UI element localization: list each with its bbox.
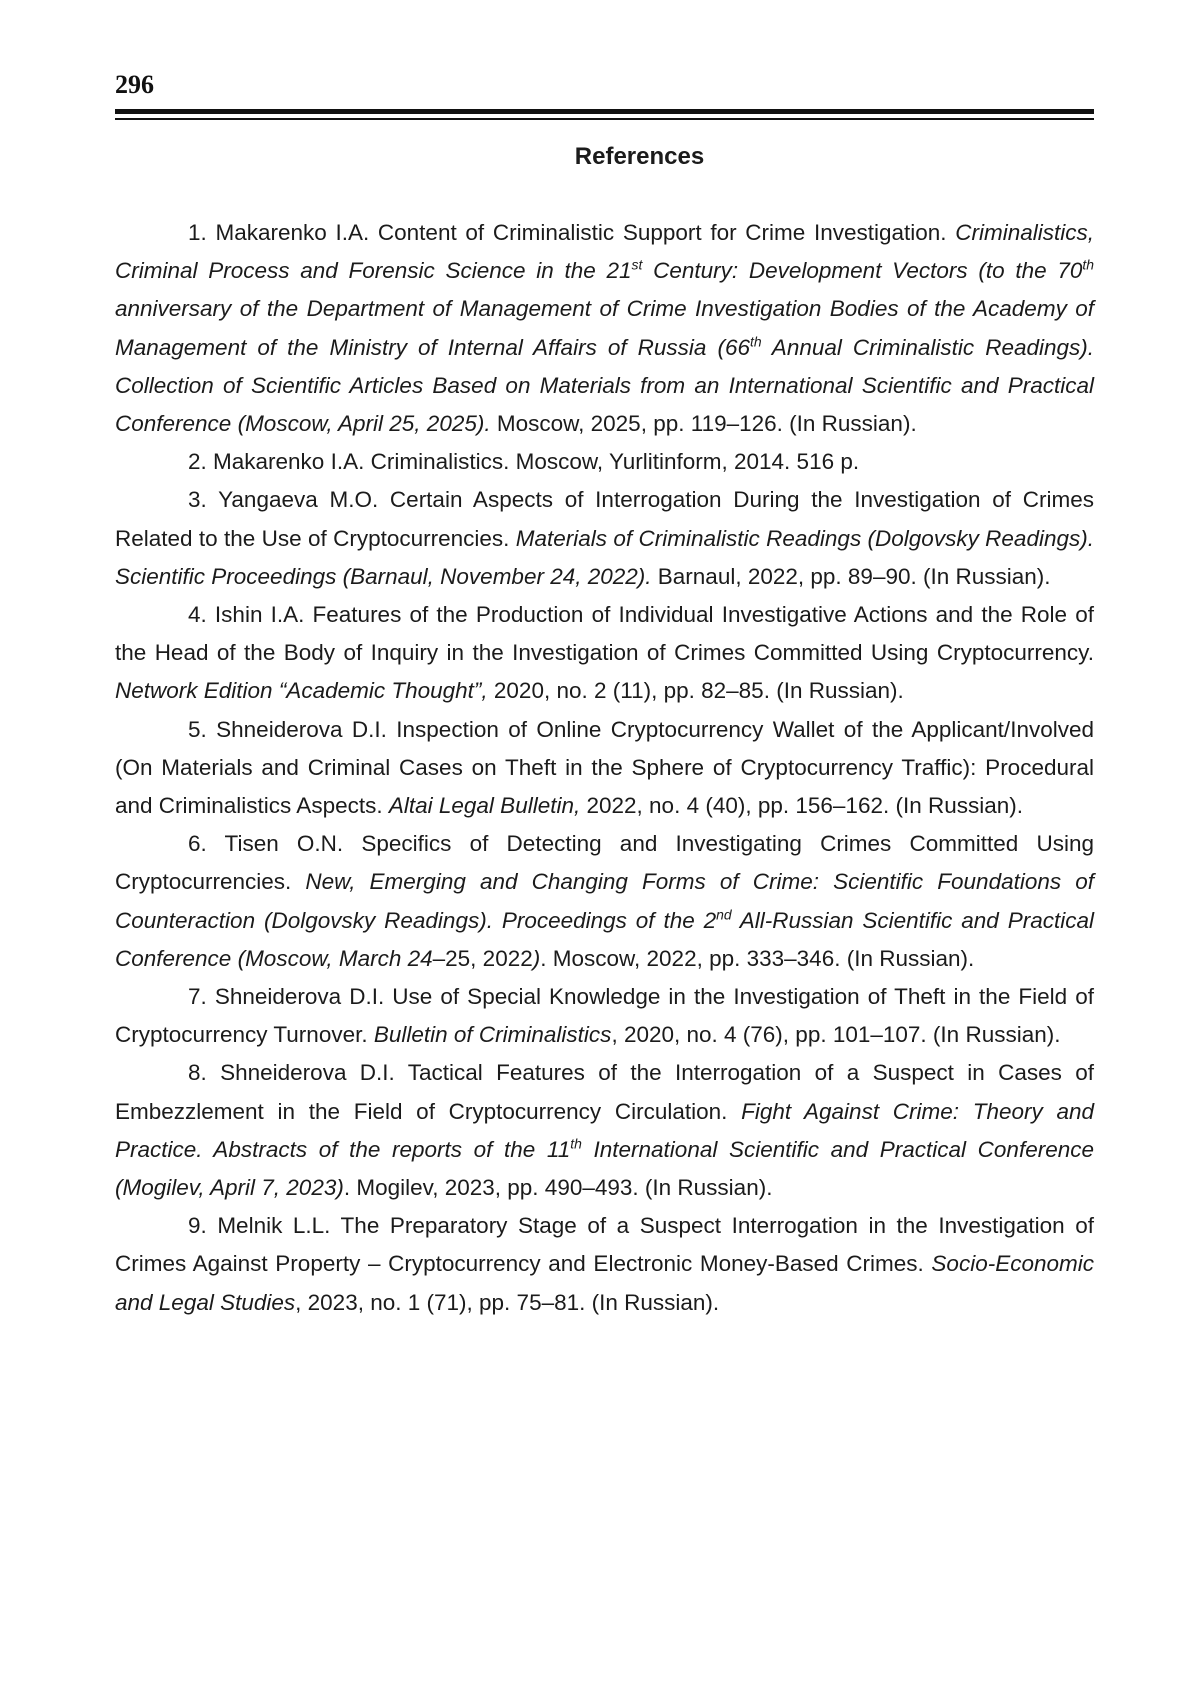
reference-text: . Mogilev, 2023, pp. 490–493. (In Russian). [343, 1175, 773, 1201]
reference-item [115, 596, 1094, 711]
reference-text: 3. Yangaeva M.O. Certain Aspects of Interrogation During the Investigation of Crimes Related to the Use of Cryptocurrencies. [115, 487, 1094, 551]
reference-text: Moscow, 2025, pp. 119–126. (In Russian). [490, 411, 917, 437]
reference-text: 4. Ishin I.A. Features of the Production of Individual Investigative Actions and the Role of the Head of the Body of Inquiry in the Investigation of Crimes Committed Using Cryptocurrency. [115, 602, 1094, 666]
reference-item [115, 825, 1094, 978]
reference-source-title: Network Edition “Academic Thought”, [115, 678, 488, 704]
reference-item [115, 443, 1094, 481]
reference-text: 8. Shneiderova D.I. Tactical Features of the Interrogation of a Suspect in Cases of Embezzlement in the Field of Cryptocurrency Circulation. [115, 1060, 1094, 1124]
reference-source-title: Fight Against Crime: Theory and Practice. Abstracts of the reports of the 11 [115, 1098, 1094, 1162]
reference-item [115, 1054, 1094, 1207]
reference-source-title: Annual Criminalistic Readings). Collection of Scientific Articles Based on Materials from an International Scientific and Practical Conference (Moscow, April 25, 2025). [115, 334, 1095, 437]
reference-source-title: All-Russian Scientific and Practical Conference (Moscow, March 24 [115, 907, 1094, 971]
reference-item [115, 214, 1094, 443]
reference-source-title: Socio-Economic and Legal Studies [115, 1251, 1094, 1315]
reference-superscript: th [1082, 256, 1094, 273]
reference-text: 2020, no. 2 (11), pp. 82–85. (In Russian). [487, 678, 904, 704]
reference-superscript: th [570, 1135, 582, 1152]
reference-item [115, 711, 1094, 826]
reference-text: 2022, no. 4 (40), pp. 156–162. (In Russian). [580, 793, 1024, 819]
reference-text: , 2023, no. 1 (71), pp. 75–81. (In Russian). [295, 1289, 720, 1315]
references-list [115, 214, 1094, 1322]
reference-text: 6. Tisen O.N. Specifics of Detecting and Investigating Crimes Committed Using Cryptocurrencies. [115, 831, 1094, 895]
reference-source-title: anniversary of the Department of Management of Crime Investigation Bodies of the Academy of Management of the Ministry of Internal Affairs of Russia (66 [115, 296, 1094, 360]
reference-superscript: th [749, 333, 762, 350]
header-rule-thin [115, 118, 1094, 120]
reference-source-title: Altai Legal Bulletin, [388, 793, 581, 819]
reference-text: 2. Makarenko I.A. Criminalistics. Moscow, Yurlitinform, 2014. 516 p. [188, 449, 860, 475]
reference-text: 1. Makarenko I.A. Content of Criminalistic Support for Crime Investigation. [188, 220, 956, 245]
reference-superscript: nd [716, 906, 732, 923]
reference-text: –25, 2022 [432, 945, 533, 971]
reference-text: Barnaul, 2022, pp. 89–90. (In Russian). [651, 563, 1051, 589]
reference-source-title: Bulletin of Criminalistics [373, 1022, 612, 1048]
page-number: 296 [115, 70, 154, 99]
reference-source-title: Century: Development Vectors (to the 70 [642, 258, 1083, 284]
reference-item [115, 481, 1094, 596]
reference-text: 7. Shneiderova D.I. Use of Special Knowledge in the Investigation of Theft in the Field of Cryptocurrency Turnover. [115, 984, 1094, 1048]
references-heading: References [574, 143, 705, 170]
reference-source-title: New, Emerging and Changing Forms of Crime: Scientific Foundations of Counteraction (Dolgovsky Readings). Proceedings of the 2 [115, 869, 1094, 933]
reference-text: 5. Shneiderova D.I. Inspection of Online Cryptocurrency Wallet of the Applicant/Involved (On Materials and Criminal Cases on Theft in the Sphere of Cryptocurrency Traffic): Procedural and Criminalistics Aspects. [115, 716, 1094, 819]
header-rule-thick [115, 109, 1094, 114]
reference-superscript: st [631, 256, 643, 273]
reference-source-title: Criminalistics, Criminal Process and Forensic Science in the 21 [115, 220, 1094, 284]
reference-source-title: Materials of Criminalistic Readings (Dolgovsky Readings). Scientific Proceedings (Barnaul, November 24, 2022). [115, 525, 1094, 589]
reference-source-title: ) [532, 945, 541, 971]
reference-text: 9. Melnik L.L. The Preparatory Stage of a Suspect Interrogation in the Investigation of Crimes Against Property – Cryptocurrency and Electronic Money-Based Crimes. [115, 1213, 1094, 1277]
reference-text: , 2020, no. 4 (76), pp. 101–107. (In Russian). [611, 1022, 1061, 1048]
reference-text: . Moscow, 2022, pp. 333–346. (In Russian). [540, 945, 975, 971]
reference-item [115, 978, 1094, 1054]
reference-source-title: International Scientific and Practical Conference (Mogilev, April 7, 2023) [115, 1136, 1094, 1201]
reference-item [115, 1207, 1094, 1322]
